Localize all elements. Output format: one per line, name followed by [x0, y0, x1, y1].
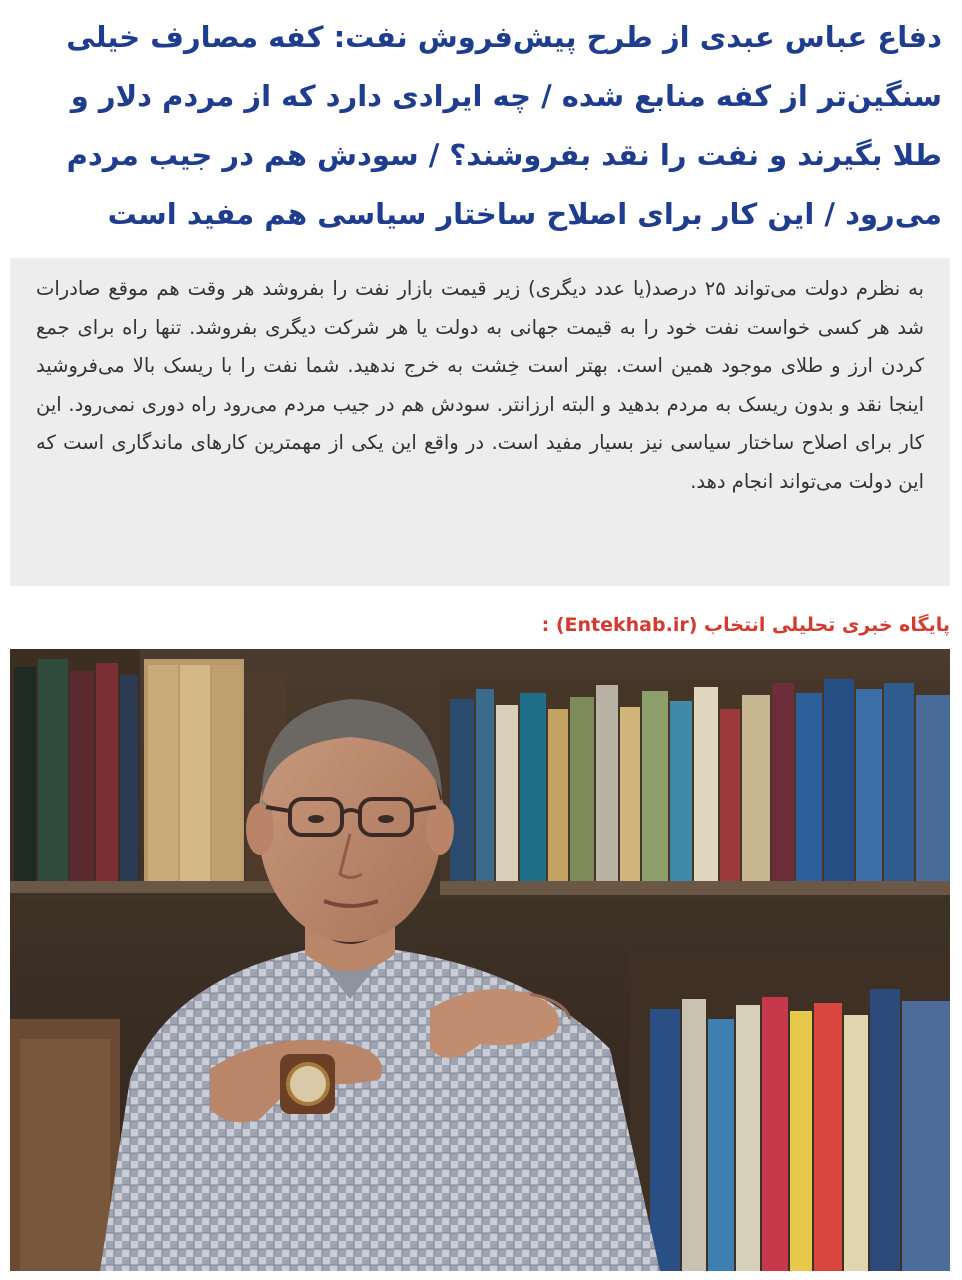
bookshelf-right-bottom — [630, 949, 950, 1271]
article-headline: دفاع عباس عبدی از طرح پیش‌فروش نفت: کفه مصارف خیلی سنگین‌تر از کفه منابع شده / چه ایرادی دارد که از مردم دلار و طلا بگیرند و نفت را نقد بفروشند؟ / سودش هم در جیب مردم می‌رود / این کار برای اصلاح ساختار سیاسی هم مفید است — [66, 20, 942, 231]
quote-text: به نظرم دولت می‌تواند ۲۵ درصد(یا عدد دیگری) زیر قیمت بازار نفت را بفروشد هر وقت هم موقع صادرات شد هر کسی خواست نفت خود را به قیمت جهانی به دولت یا هر شرکت دیگری بفروشد. تنها راه برای جمع کردن ارز و طلای موجود همین است. بهتر است خِشت به خرج ندهید. شما نفت را با ریسک بالا می‌فروشید اینجا نقد و بدون ریسک به مردم بدهید و البته ارزانتر. سودش هم در جیب مردم می‌رود راه دوری نمی‌رود. این کار برای اصلاح ساختار سیاسی نیز بسیار مفید است. در واقع این یکی از مهمترین کارهای ماندگاری است که این دولت می‌تواند انجام دهد. — [36, 277, 924, 493]
quote-box — [10, 258, 950, 586]
bookshelf-right-top — [440, 679, 950, 895]
portrait-illustration — [10, 649, 950, 1271]
article-photo — [10, 649, 950, 1271]
wristwatch — [288, 1064, 328, 1104]
source-attribution: پایگاه خبری تحلیلی انتخاب (Entekhab.ir) : — [541, 614, 950, 636]
bookshelf-left — [10, 649, 290, 893]
